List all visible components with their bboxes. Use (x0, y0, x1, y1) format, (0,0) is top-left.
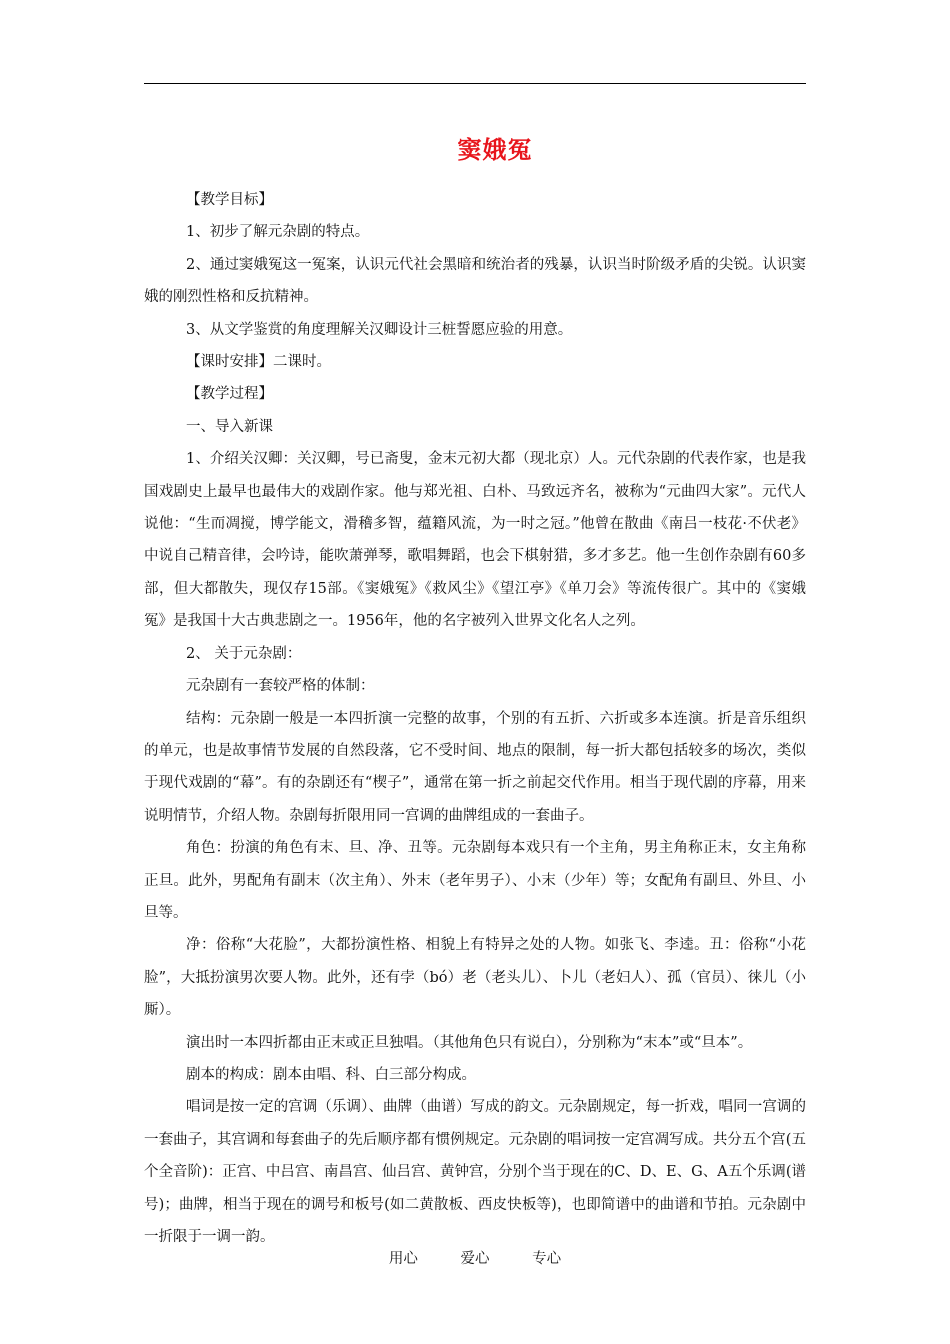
paragraph-objectives-heading: 【教学目标】 (186, 192, 274, 208)
paragraph-objective-2: 2、通过窦娥冤这一冤案，认识元代社会黑暗和统治者的残暴，认识当时阶级矛盾的尖锐。认识窦娥的刚烈性格和反抗精神。 (144, 256, 806, 306)
footer-item: 专心 (532, 1251, 562, 1267)
footer-item: 用心 (388, 1251, 418, 1267)
paragraph-roles: 角色：扮演的角色有末、旦、净、丑等。元杂剧每本戏只有一个主角，男主角称正末，女主角称正旦。此外，男配角有副末（次主角）、外末（老年男子）、小末（少年）等；女配角有副旦、外旦、小旦等。 (144, 840, 806, 921)
paragraph-lyrics: 唱词是按一定的宫调（乐调）、曲牌（曲谱）写成的韵文。元杂剧规定，每一折戏，唱同一宫调的一套曲子，其宫调和每套曲子的先后顺序都有惯例规定。元杂剧的唱词按一定宫凋写成。共分五个宫(五个全音阶)：正宫、中吕宫、南昌宫、仙吕宫、黄钟宫，分别个当于现在的C、D、E、G、A五个乐调(谱号)；曲牌，相当于现在的调号和板号(如二黄散板、西皮快板等)，也即简谱中的曲谱和节拍。元杂剧中一折限于一调一韵。 (144, 1099, 806, 1245)
paragraph-script-composition: 剧本的构成：剧本由唱、科、白三部分构成。 (186, 1066, 477, 1083)
paragraph-jing-chou: 净：俗称“大花脸”，大都扮演性格、相貌上有特异之处的人物。如张飞、李逵。丑：俗称“小花脸”，大抵扮演男次要人物。此外，还有孛（bó）老（老头儿）、卜儿（老妇人）、孤（官员）、徕儿（小厮）。 (144, 937, 806, 1019)
page-footer (0, 1247, 950, 1268)
paragraph-objective-3: 3、从文学鉴赏的角度理解关汉卿设计三桩誓愿应验的用意。 (186, 321, 573, 338)
paragraph-objective-1: 1、初步了解元杂剧的特点。 (186, 224, 370, 241)
paragraph-zaju-system: 元杂剧有一套较严格的体制： (186, 678, 375, 695)
paragraph-intro-heading: 一、导入新课 (186, 418, 274, 435)
document-body (144, 184, 806, 1253)
document-title: 窦娥冤 (457, 136, 533, 164)
paragraph-schedule: 【课时安排】二课时。 (186, 354, 332, 371)
paragraph-guan-hanqing: 1、介绍关汉卿：关汉卿，号已斋叟，金末元初大都（现北京）人。元代杂剧的代表作家，也是我国戏剧史上最早也最伟大的戏剧作家。他与郑光祖、白朴、马致远齐名，被称为“元曲四大家”。元代人说他：“生而凋搅，博学能文，滑稽多智，蕴籍风流，为一时之冠。”他曾在散曲《南吕一枝花·不伏老》中说自己精音律，会吟诗，能吹萧弹琴，歌唱舞蹈，也会下棋射猎，多才多艺。他一生创作杂剧有60多部，但大都散失，现仅存15部。《窦娥冤》《救风尘》《望江亭》《单刀会》等流传很广。其中的《窦娥冤》是我国十大古典悲剧之一。1956年，他的名字被列入世界文化名人之列。 (144, 451, 806, 630)
paragraph-performance: 演出时一本四折都由正末或正旦独唱。（其他角色只有说白），分别称为“末本”或“旦本”。 (186, 1034, 753, 1051)
header-rule (144, 83, 806, 84)
paragraph-zaju-heading: 2、 关于元杂剧： (186, 645, 302, 662)
paragraph-process-heading: 【教学过程】 (186, 386, 274, 403)
footer-item: 爱心 (460, 1251, 490, 1267)
paragraph-structure: 结构：元杂剧一般是一本四折演一完整的故事，个别的有五折、六折或多本连演。折是音乐组织的单元，也是故事情节发展的自然段落，它不受时间、地点的限制，每一折大都包括较多的场次，类似于现代戏剧的“幕”。有的杂剧还有“楔子”，通常在第一折之前起交代作用。相当于现代剧的序幕，用来说明情节，介绍人物。杂剧每折限用同一宫调的曲牌组成的一套曲子。 (144, 710, 806, 824)
